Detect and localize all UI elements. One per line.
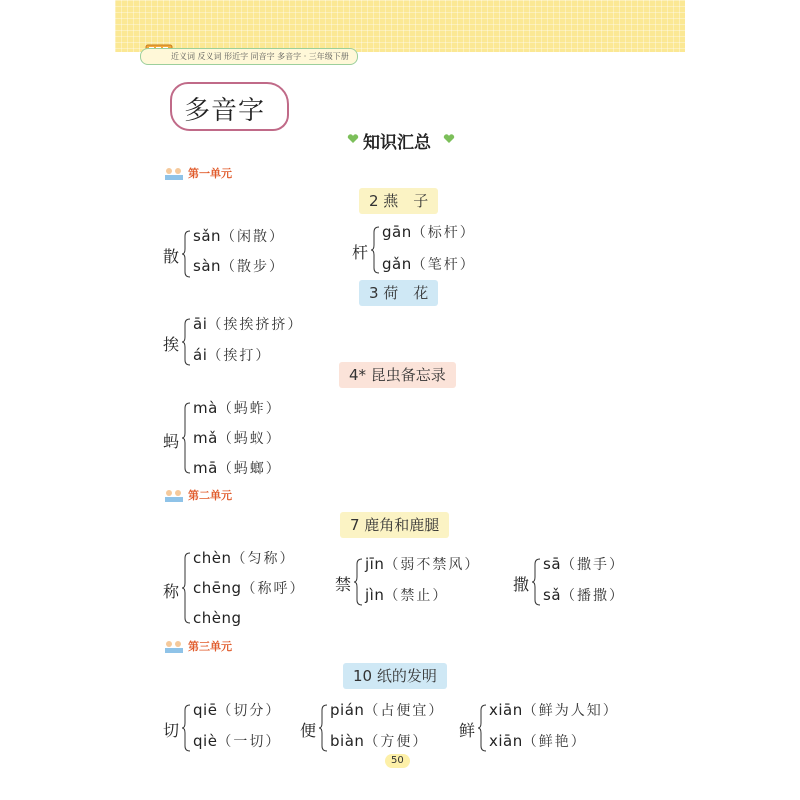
reading: jīn（弱不禁风） [365,555,481,573]
brace-icon [353,558,363,606]
entry-char: 撒 [513,575,530,594]
reading: gǎn（笔杆） [382,255,476,273]
brace-icon [181,230,191,278]
unit-label-text: 第二单元 [188,489,232,502]
reading: biàn（方便） [330,732,429,750]
lesson-title: 4* 昆虫备忘录 [339,362,456,388]
kids-reading-icon [163,167,185,181]
entry-char: 蚂 [163,432,180,451]
reading: chèn（匀称） [193,549,296,567]
reading: sā（撒手） [543,555,626,573]
reading: sàn（散步） [193,257,286,275]
reading: ái（挨打） [193,346,272,364]
brace-icon [181,704,191,752]
reading: qiè（一切） [193,732,282,750]
kids-reading-icon [163,640,185,654]
page-number: 50 [385,754,410,768]
reading: āi（挨挨挤挤） [193,315,304,333]
unit-label [163,638,232,654]
reading: qiē（切分） [193,701,282,719]
entry-char: 散 [163,247,180,266]
unit-label-text: 第一单元 [188,167,232,180]
brace-icon [370,226,380,274]
series-title: 近义词 反义词 形近字 同音字 多音字 · 三年级下册 [140,48,358,65]
brace-icon [181,402,191,474]
entry-char: 称 [163,582,180,601]
reading: gān（标杆） [382,223,476,241]
page-title-text: 多音字 [184,96,266,126]
reading: chēng（称呼） [193,579,306,597]
reading: xiān（鲜艳） [489,732,587,750]
reading: mā（蚂螂） [193,459,282,477]
brace-icon [477,704,487,752]
lesson-title: 7 鹿角和鹿腿 [340,512,449,538]
brace-icon [181,318,191,366]
reading: sǎ（播撒） [543,586,626,604]
unit-label [163,165,232,181]
reading: chèng [193,609,242,627]
unit-label [163,487,232,503]
header-band [115,0,685,52]
lesson-title: 3 荷 花 [359,280,438,306]
entry-char: 便 [300,721,317,740]
reading: pián（占便宜） [330,701,445,719]
lesson-title: 2 燕 子 [359,188,438,214]
page [115,0,685,800]
heart-icon [443,134,455,144]
reading: xiān（鲜为人知） [489,701,619,719]
brace-icon [181,552,191,624]
reading: jìn（禁止） [365,586,449,604]
brace-icon [531,558,541,606]
entry-char: 杆 [352,243,369,262]
entry-char: 禁 [335,575,352,594]
reading: mǎ（蚂蚁） [193,429,282,447]
entry-char: 切 [163,721,180,740]
page-title [170,82,289,131]
lesson-title: 10 纸的发明 [343,663,447,689]
reading: sǎn（闲散） [193,227,286,245]
entry-char: 挨 [163,335,180,354]
reading: mà（蚂蚱） [193,399,282,417]
unit-label-text: 第三单元 [188,640,232,653]
section-heading: 知识汇总 [363,133,431,153]
entry-char: 鲜 [459,721,476,740]
heart-icon [347,134,359,144]
kids-reading-icon [163,489,185,503]
brace-icon [318,704,328,752]
